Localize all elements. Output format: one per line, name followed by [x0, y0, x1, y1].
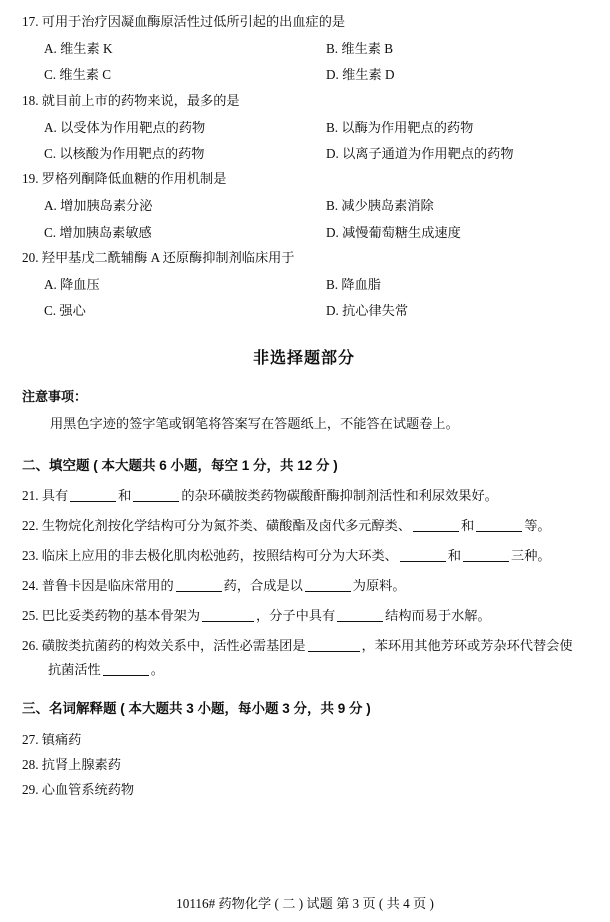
option-c[interactable]: C. 维生素 C	[44, 67, 112, 83]
term-item-27: 27. 镇痛药	[22, 731, 82, 747]
blank-field[interactable]	[202, 608, 254, 622]
fill-text: 21. 具有	[22, 487, 69, 503]
fill-text: 和	[447, 548, 462, 564]
option-b[interactable]: B. 以酶为作用靶点的药物	[326, 119, 474, 135]
option-b[interactable]: B. 减少胰岛素消除	[326, 198, 434, 214]
fill-text: 26. 磺胺类抗菌药的构效关系中，活性必需基团是	[22, 638, 306, 654]
blank-field[interactable]	[400, 548, 446, 562]
fill-text: 。	[150, 661, 164, 677]
option-a[interactable]: A. 维生素 K	[44, 40, 113, 56]
fill-text: 24. 普鲁卡因是临床常用的	[22, 578, 174, 594]
question-stem: 19. 罗格列酮降低血糖的作用机制是	[22, 171, 227, 187]
option-list	[22, 193, 586, 246]
fill-section-heading: 二、填空题 ( 本大题共 6 小题，每空 1 分，共 12 分 )	[22, 457, 338, 473]
option-d[interactable]: D. 抗心律失常	[326, 303, 409, 319]
fill-item-26-continuation	[22, 658, 586, 681]
term-item-29: 29. 心血管系统药物	[22, 781, 135, 797]
term-item-28: 28. 抗肾上腺素药	[22, 756, 121, 772]
fill-text: 药，合成是以	[223, 578, 303, 594]
notice-title: 注意事项：	[22, 388, 88, 404]
blank-field[interactable]	[463, 548, 509, 562]
option-b[interactable]: B. 降血脂	[326, 276, 381, 292]
option-a[interactable]: A. 增加胰岛素分泌	[44, 198, 153, 214]
blank-field[interactable]	[413, 518, 459, 532]
option-list	[22, 115, 586, 168]
fill-text: 25. 巴比妥类药物的基本骨架为	[22, 608, 201, 624]
question-17	[22, 12, 586, 89]
fill-item-24	[22, 574, 586, 597]
blank-field[interactable]	[133, 488, 179, 502]
blank-field[interactable]	[308, 638, 360, 652]
option-d[interactable]: D. 维生素 D	[326, 67, 395, 83]
question-19	[22, 169, 586, 246]
page-footer: 10116# 药物化学 ( 二 ) 试题 第 3 页 ( 共 4 页 )	[176, 896, 434, 911]
fill-text: 23. 临床上应用的非去极化肌肉松弛药，按照结构可分为大环类、	[22, 548, 398, 564]
question-stem: 20. 羟甲基戊二酰辅酶 A 还原酶抑制剂临床用于	[22, 250, 295, 266]
section-title: 非选择题部分	[252, 349, 355, 367]
blank-field[interactable]	[103, 661, 149, 675]
option-b[interactable]: B. 维生素 B	[326, 40, 394, 56]
question-20	[22, 248, 586, 325]
fill-text: 三种。	[511, 548, 551, 564]
option-c[interactable]: C. 以核酸为作用靶点的药物	[44, 145, 205, 161]
fill-text: 抗菌活性	[48, 661, 101, 677]
notice-body: 用黑色字迹的签字笔或钢笔将答案写在答题纸上，不能答在试题卷上。	[50, 415, 459, 431]
blank-field[interactable]	[176, 578, 222, 592]
fill-text: ，分子中具有	[256, 608, 336, 624]
blank-field[interactable]	[476, 518, 522, 532]
blank-field[interactable]	[337, 608, 383, 622]
question-stem: 17. 可用于治疗因凝血酶原活性过低所引起的出血症的是	[22, 14, 346, 29]
question-18	[22, 91, 586, 168]
option-list	[22, 272, 586, 325]
fill-item-22	[22, 514, 586, 537]
fill-text: 为原料。	[352, 578, 406, 594]
option-list	[22, 36, 586, 89]
fill-text: 的杂环磺胺类药物碳酸酐酶抑制剂活性和利尿效果好。	[181, 487, 498, 503]
fill-text: 等。	[524, 518, 551, 534]
fill-text: 和	[461, 518, 475, 534]
fill-item-23	[22, 544, 586, 567]
option-c[interactable]: C. 强心	[44, 303, 86, 319]
fill-item-26	[22, 634, 586, 680]
fill-text: 和	[118, 487, 132, 503]
option-d[interactable]: D. 以离子通道为作用靶点的药物	[326, 145, 514, 161]
fill-text: 结构而易于水解。	[385, 608, 491, 624]
term-section-heading: 三、名词解释题 ( 本大题共 3 小题，每小题 3 分，共 9 分 )	[22, 700, 371, 716]
question-stem: 18. 就目前上市的药物来说，最多的是	[22, 92, 240, 108]
option-a[interactable]: A. 降血压	[44, 276, 100, 292]
option-a[interactable]: A. 以受体为作用靶点的药物	[44, 119, 206, 135]
fill-text: 22. 生物烷化剂按化学结构可分为氮芥类、磺酸酯及卤代多元醇类、	[22, 518, 412, 534]
fill-text: ，苯环用其他芳环或芳杂环代替会使	[361, 638, 573, 654]
blank-field[interactable]	[305, 578, 351, 592]
option-d[interactable]: D. 减慢葡萄糖生成速度	[326, 224, 461, 240]
fill-item-25	[22, 604, 586, 627]
fill-item-21	[22, 484, 586, 507]
option-c[interactable]: C. 增加胰岛素敏感	[44, 224, 152, 240]
blank-field[interactable]	[70, 488, 116, 502]
